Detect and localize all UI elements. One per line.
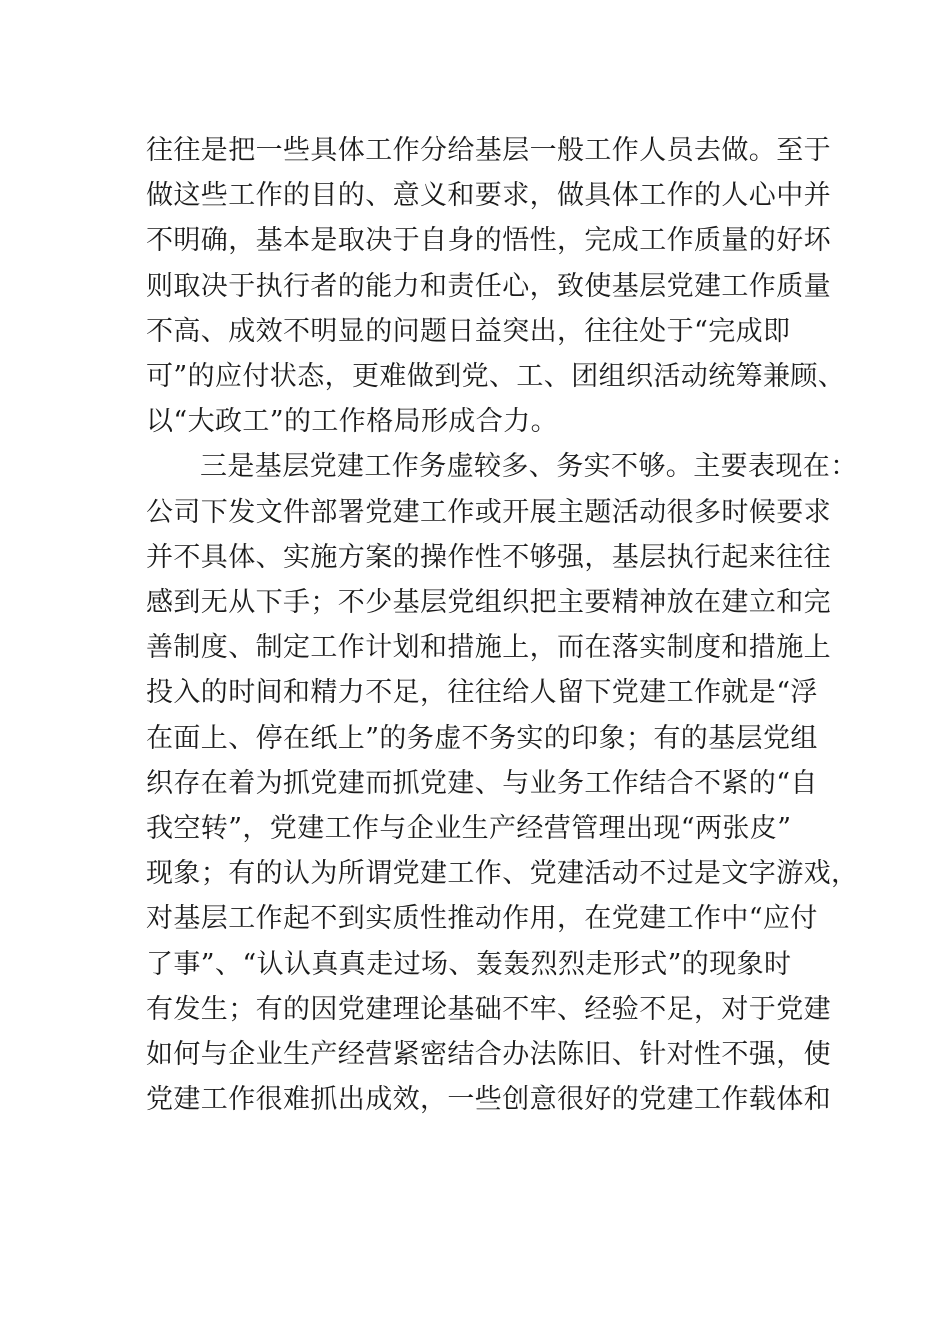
text-line: 现象；有的认为所谓党建工作、党建活动不过是文字游戏， <box>146 858 859 890</box>
text-line: 以“大政工”的工作格局形成合力。 <box>146 406 559 438</box>
text-line: 在面上、停在纸上”的务虚不务实的印象；有的基层党组 <box>146 722 818 754</box>
text-line: 有发生；有的因党建理论基础不牢、经验不足，对于党建 <box>146 993 831 1025</box>
text-line: 如何与企业生产经营紧密结合办法陈旧、针对性不强，使 <box>146 1039 831 1071</box>
text-line: 党建工作很难抓出成效，一些创意很好的党建工作载体和 <box>146 1084 831 1116</box>
text-line: 做这些工作的目的、意义和要求，做具体工作的人心中并 <box>146 180 831 212</box>
text-line: 感到无从下手；不少基层党组织把主要精神放在建立和完 <box>146 587 831 619</box>
text-line: 善制度、制定工作计划和措施上，而在落实制度和措施上 <box>146 632 831 664</box>
text-line: 投入的时间和精力不足，往往给人留下党建工作就是“浮 <box>146 677 818 709</box>
text-line: 不明确，基本是取决于自身的悟性，完成工作质量的好坏 <box>146 225 831 257</box>
paragraph-start-line: 三是基层党建工作务虚较多、务实不够。主要表现在： <box>200 451 858 483</box>
body-text <box>146 128 859 1122</box>
text-line: 了事”、“认认真真走过场、轰轰烈烈走形式”的现象时 <box>146 948 792 980</box>
text-line: 则取决于执行者的能力和责任心，致使基层党建工作质量 <box>146 270 831 302</box>
text-line: 不高、成效不明显的问题日益突出，往往处于“完成即 <box>146 315 791 347</box>
text-line: 我空转”，党建工作与企业生产经营管理出现“两张皮” <box>146 813 792 845</box>
text-line: 对基层工作起不到实质性推动作用，在党建工作中“应付 <box>146 903 818 935</box>
text-line: 往往是把一些具体工作分给基层一般工作人员去做。至于 <box>146 135 831 166</box>
text-line: 公司下发文件部署党建工作或开展主题活动很多时候要求 <box>146 496 831 528</box>
text-line: 并不具体、实施方案的操作性不够强，基层执行起来往往 <box>146 541 831 573</box>
text-line: 织存在着为抓党建而抓党建、与业务工作结合不紧的“自 <box>146 767 818 799</box>
text-line: 可”的应付状态，更难做到党、工、团组织活动统筹兼顾、 <box>146 361 846 393</box>
